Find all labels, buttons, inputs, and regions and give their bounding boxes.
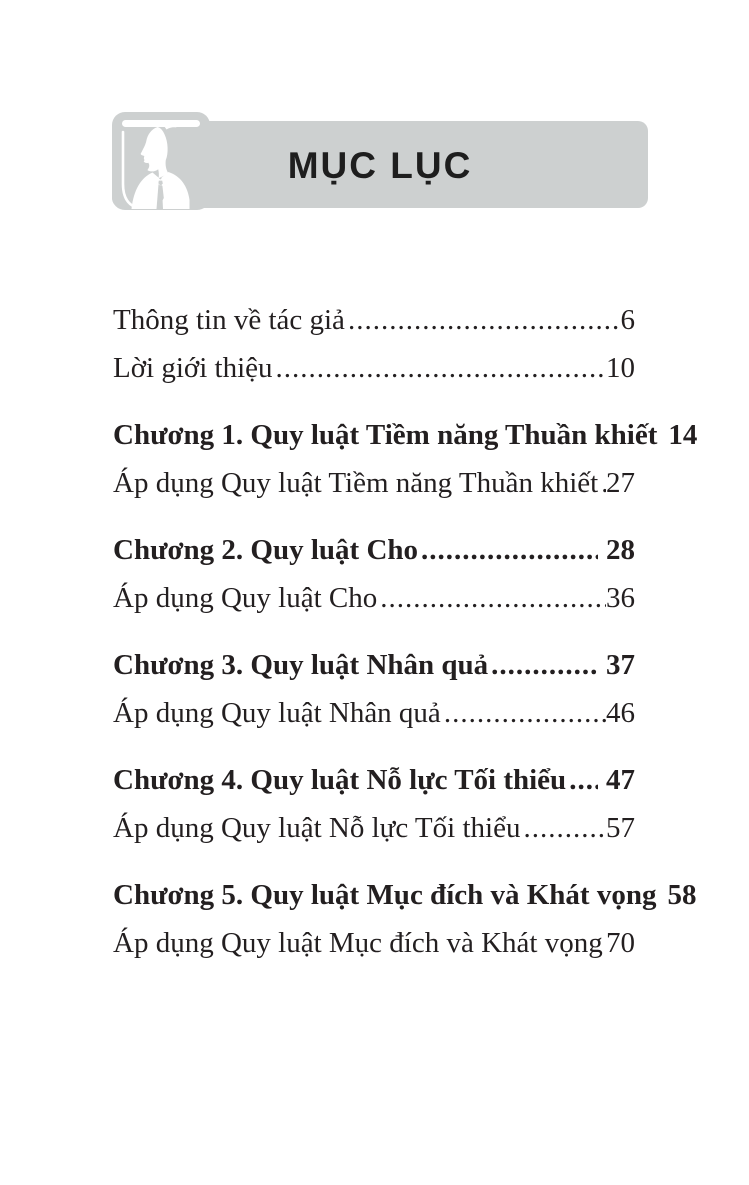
dot-leader (520, 804, 606, 852)
toc-entry-title: Chương 2. Quy luật Cho (113, 534, 419, 566)
dot-leader (273, 344, 606, 392)
toc-entry-page: 70 (606, 927, 635, 959)
dot-leader (598, 459, 606, 507)
toc-entry (113, 574, 635, 622)
toc-entry-title: Chương 5. Quy luật Mục đích và Khát vọng (113, 879, 657, 911)
gentleman-profile-book-logo-icon (112, 112, 210, 210)
dot-leader (418, 526, 598, 574)
toc-entry-page: 14 (668, 419, 698, 451)
toc-entry-title: Thông tin về tác giả (113, 304, 345, 336)
toc-entry-chapter (113, 526, 635, 574)
toc-entry (113, 459, 635, 507)
dot-leader (488, 641, 598, 689)
dot-leader (566, 756, 598, 804)
logo (112, 112, 210, 210)
toc-entry (113, 804, 635, 852)
dot-leader (441, 689, 606, 737)
page-title: MỤC LỤC (287, 145, 473, 186)
toc-entry-title: Chương 1. Quy luật Tiềm năng Thuần khiết (113, 419, 658, 451)
toc-entry-chapter (113, 756, 635, 804)
toc-entry-chapter (113, 871, 697, 919)
toc-entry-page: 57 (606, 812, 635, 844)
toc-entry-page: 6 (620, 304, 635, 336)
toc-entry (113, 296, 635, 344)
toc-entry-page: 10 (606, 352, 635, 384)
toc-entry-title: Áp dụng Quy luật Nỗ lực Tối thiểu (113, 812, 521, 844)
toc-entry-title: Chương 3. Quy luật Nhân quả (113, 649, 489, 681)
toc-entry (113, 344, 635, 392)
dot-leader (345, 296, 621, 344)
toc-entry-page: 46 (606, 697, 635, 729)
toc-entry-page: 27 (606, 467, 635, 499)
toc-entry-title: Áp dụng Quy luật Tiềm năng Thuần khiết (113, 467, 599, 499)
toc-entry-title: Áp dụng Quy luật Mục đích và Khát vọng (113, 927, 603, 959)
toc-list (113, 296, 698, 967)
toc-entry-title: Lời giới thiệu (113, 352, 273, 384)
toc-entry-chapter (113, 641, 635, 689)
toc-entry-page: 37 (606, 649, 635, 681)
toc-entry (113, 689, 635, 737)
toc-entry (113, 919, 635, 967)
toc-entry-title: Áp dụng Quy luật Cho (113, 582, 378, 614)
toc-entry-title: Chương 4. Quy luật Nỗ lực Tối thiểu (113, 764, 567, 796)
toc-entry-chapter (113, 411, 698, 459)
toc-entry-page: 28 (606, 534, 635, 566)
toc-entry-title: Áp dụng Quy luật Nhân quả (113, 697, 441, 729)
toc-entry-page: 58 (667, 879, 697, 911)
toc-entry-page: 47 (606, 764, 635, 796)
dot-leader (377, 574, 606, 622)
toc-entry-page: 36 (606, 582, 635, 614)
